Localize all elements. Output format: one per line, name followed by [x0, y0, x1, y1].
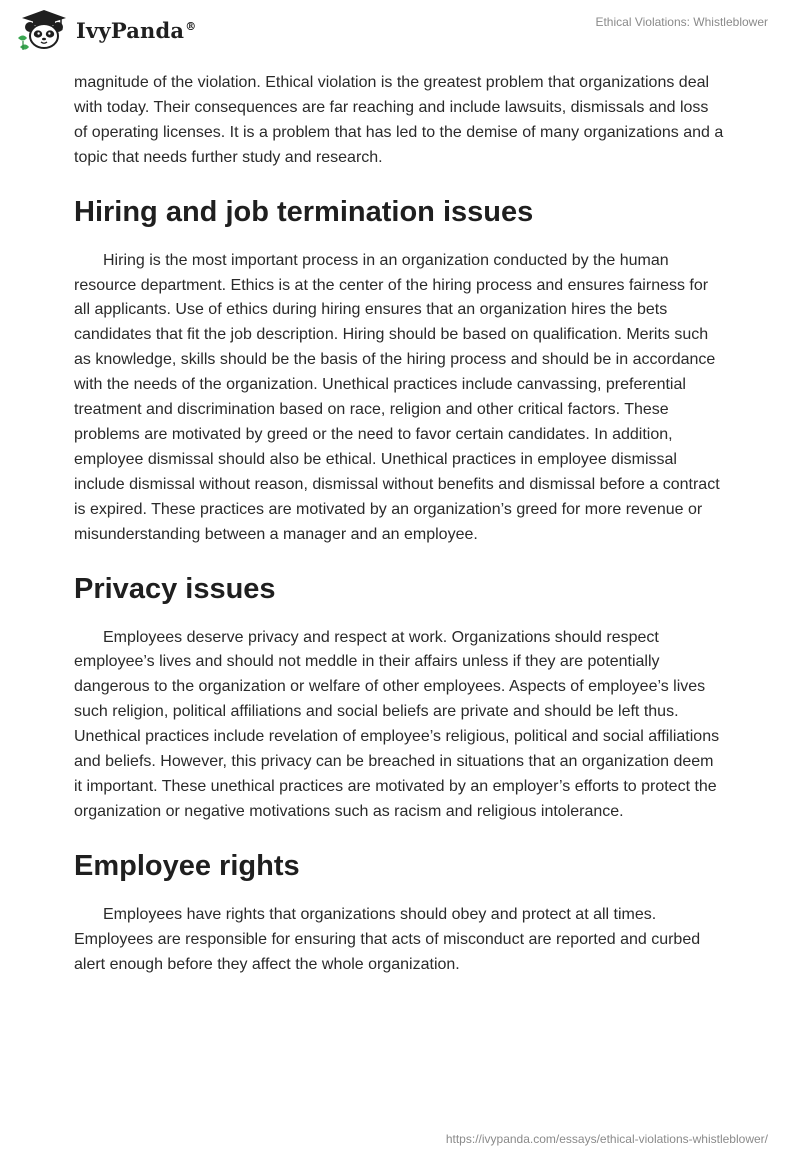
- section-paragraph-hiring: Hiring is the most important process in an organization conducted by the human resource department. Ethics is at the center of the hiring process and ensures fairness for all applicants. Use of ethics during hiring ensures that an organization hires the bets candidates that fit the job description. Hiring should be based on qualification. Merits such as knowledge, skills should be the basis of the hiring process and should be in accordance with the needs of the organization. Unethical practices include canvassing, preferential treatment and discrimination based on race, religion and other critical factors. These problems are motivated by greed or the need to favor certain candidates. In addition, employee dismissal should also be ethical. Unethical practices in employee dismissal include dismissal without reason, dismissal without benefits and dismissal before a contract is expired. These practices are motivated by an organization’s greed for more revenue or misunderstanding between a manager and an employee.: [74, 251, 720, 543]
- registered-mark: ®: [185, 19, 197, 33]
- panda-graduate-icon: [14, 8, 70, 52]
- intro-paragraph: magnitude of the violation. Ethical violation is the greatest problem that organizations deal with today. Their consequences are far reaching and include lawsuits, dismissals and loss of operating licenses. It is a problem that has led to the demise of many organizations and a topic that needs further study and research.: [74, 74, 724, 166]
- section-heading-privacy: Privacy issues: [74, 572, 276, 605]
- section-heading-employee-rights: Employee rights: [74, 849, 300, 882]
- document-title: Ethical Violations: Whistleblower: [595, 15, 768, 29]
- ivypanda-logo[interactable]: [14, 8, 196, 52]
- logo-wordmark: IvyPanda®: [76, 17, 197, 43]
- section-paragraph-privacy: Employees deserve privacy and respect at work. Organizations should respect employee’s lives and should not meddle in their affairs unless if they are potentially dangerous to the organization or welfare of other employees. Aspects of employee’s lives such religion, political affiliations and social beliefs are private and should be left thus. Unethical practices include revelation of employee’s religious, political and social affiliations and beliefs. However, this privacy can be breached in situations that an organization deem it important. These unethical practices are motivated by an employer’s efforts to protect the organization or negative motivations such as racism and religious intolerance.: [74, 628, 720, 820]
- essay-body: [74, 71, 724, 977]
- section-heading-hiring: Hiring and job termination issues: [74, 195, 534, 228]
- page-header: [0, 0, 800, 60]
- section-paragraph-employee-rights: Employees have rights that organizations should obey and protect at all times. Employees are responsible for ensuring that acts of misconduct are reported and curbed alert enough before they affect the whole organization.: [74, 905, 701, 973]
- source-url[interactable]: https://ivypanda.com/essays/ethical-violations-whistleblower/: [445, 1132, 768, 1146]
